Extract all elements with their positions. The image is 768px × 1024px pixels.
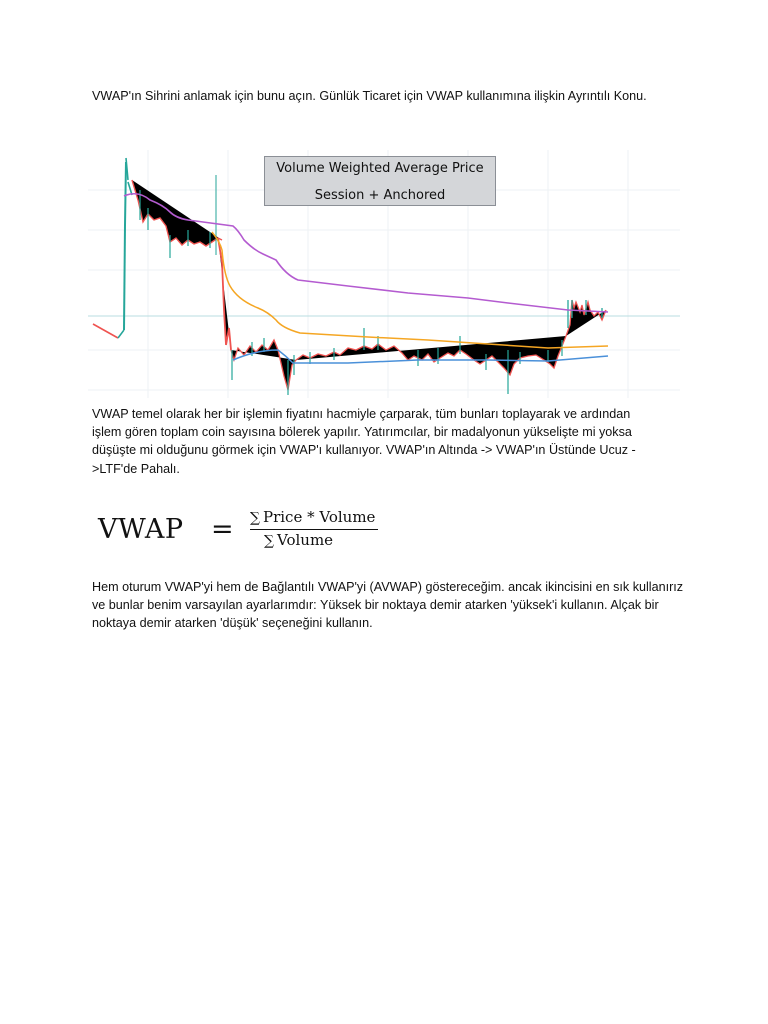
formula-lhs: VWAP [98, 514, 184, 545]
sigma-icon: ∑ [250, 510, 260, 526]
avwap-settings-paragraph: Hem oturum VWAP'yi hem de Bağlantılı VWAP'yi (AVWAP) göstereceğim. ancak ikincisini en sık kullanırız ve bunlar benim varsayılan ayarlarımdır: Yüksek bir noktaya demir atarken 'yüksek'i kullanın. Alçak bir noktaya demir atarken 'düşük' seçeneğini kullanın. [92, 580, 684, 631]
numerator-text: Price * Volume [263, 508, 376, 526]
vwap-formula [96, 502, 376, 562]
formula-numerator [250, 508, 375, 526]
chart-subtitle: Session + Anchored [314, 188, 446, 203]
vwap-line-orange [212, 232, 608, 348]
chart-title: Volume Weighted Average Price [276, 161, 484, 176]
vwap-explanation-paragraph: VWAP temel olarak her bir işlemin fiyatını hacmiyle çarparak, tüm bunları toplayarak ve ardından işlem gören toplam coin sayısına bölerek yapılır. Yatırımcılar, bir madalyonun yükselişte mi yoksa düşüşte mi olduğunu görmek için VWAP'ı kullanıyor. VWAP'ın Altında -> VWAP'ın Üstünde Ucuz ->LTF'de Pahalı. [92, 407, 636, 476]
sigma-icon: ∑ [264, 533, 274, 549]
intro-paragraph: VWAP'ın Sihrini anlamak için bunu açın. Günlük Ticaret için VWAP kullanımına ilişkin Ayrıntılı Konu. [92, 89, 647, 103]
denominator-text: Volume [277, 531, 334, 549]
vwap-line-purple [124, 194, 608, 312]
chart-title-box [264, 156, 496, 206]
formula-equals: = [211, 514, 234, 545]
formula-denominator [264, 531, 333, 549]
